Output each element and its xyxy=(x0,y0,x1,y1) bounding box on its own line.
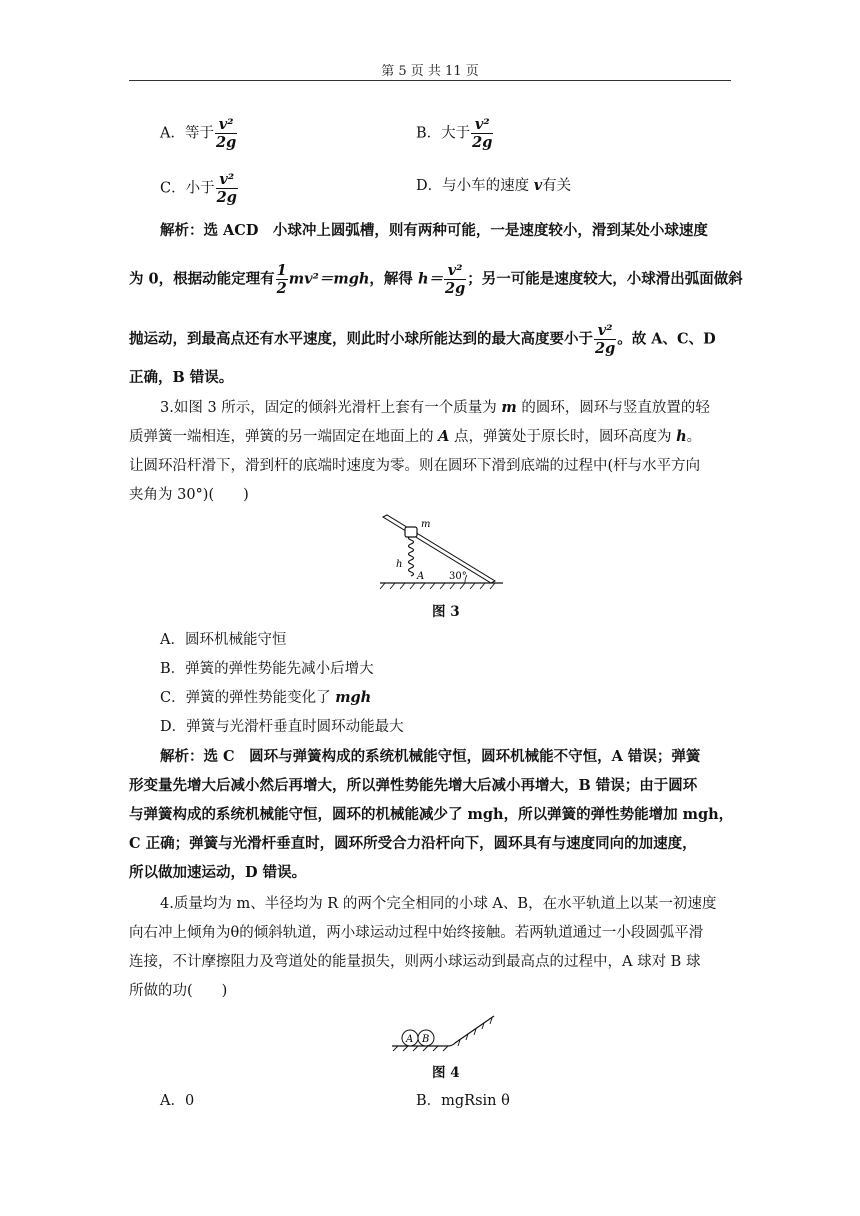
fraction-den: 2 xyxy=(276,280,287,297)
equation: h＝ xyxy=(417,270,443,288)
question-text: 让圆环沿杆滑下，滑到杆的底端时速度为零。则在圆环下滑到底端的过程中(杆与水平方向 xyxy=(129,458,701,474)
var-mgh: mgh xyxy=(335,689,372,706)
fraction-den: 2g xyxy=(215,134,237,151)
option-d-suffix: 有关 xyxy=(542,178,572,194)
fraction-num: 1 xyxy=(276,262,287,279)
fraction-num: v² xyxy=(444,262,466,280)
analysis-line: 与弹簧构成的系统机械能守恒，圆环的机械能减少了 mgh，所以弹簧的弹性势能增加 mgh， xyxy=(129,806,734,823)
analysis-line xyxy=(129,262,743,297)
text: 3.如图 3 所示，固定的倾斜光滑杆上套有一个质量为 xyxy=(160,400,502,416)
question-text: 夹角为 30°)( ) xyxy=(129,487,249,503)
fig4-label-A: A xyxy=(406,1034,414,1045)
analysis-line: 所以做加速运动，D 错误。 xyxy=(129,864,307,881)
option-c-label: C．小于 xyxy=(160,180,215,197)
text: ；另一可能是速度较大，小球滑出弧面做斜 xyxy=(467,270,743,288)
fig3-angle-label: 30° xyxy=(449,571,467,582)
text: ，解得 xyxy=(369,270,418,288)
option-a: A．0 xyxy=(160,1093,195,1109)
text: 。故 A、C、D xyxy=(617,330,716,348)
analysis-line: C 正确；弹簧与光滑杆垂直时，圆环所受合力沿杆向下，圆环具有与速度同向的加速度， xyxy=(129,835,697,852)
figure-4-caption: 图 4 xyxy=(432,1065,460,1081)
analysis-line: 正确，B 错误。 xyxy=(129,369,234,386)
fig3-label-h: h xyxy=(396,559,403,570)
fraction xyxy=(594,322,616,357)
option-b: B．mgRsin θ xyxy=(416,1093,510,1109)
fraction-num: v² xyxy=(215,116,237,134)
option-d: D．弹簧与光滑杆垂直时圆环动能最大 xyxy=(160,719,404,735)
var-v: v xyxy=(533,177,543,194)
fraction-den: 2g xyxy=(472,134,493,151)
fraction xyxy=(216,171,238,206)
analysis-line xyxy=(129,322,716,357)
option-d xyxy=(416,175,571,197)
fraction xyxy=(444,262,466,297)
fraction-num: v² xyxy=(471,116,493,134)
fig3-label-m: m xyxy=(421,519,431,530)
question-text: 4.质量均为 m、半径均为 R 的两个完全相同的小球 A、B，在水平轨道上以某一初速度 xyxy=(160,896,717,912)
fraction-num: v² xyxy=(594,322,616,340)
var-h: h xyxy=(676,428,687,445)
option-a xyxy=(160,116,238,151)
fig4-label-B: B xyxy=(422,1034,430,1045)
text: 点，弹簧处于原长时，圆环高度为 xyxy=(449,429,677,445)
text: 质弹簧一端相连，弹簧的另一端固定在地面上的 xyxy=(129,429,439,445)
ring xyxy=(405,527,417,537)
option-d-label: D．与小车的速度 xyxy=(416,178,534,194)
fraction xyxy=(471,116,493,151)
header-rule xyxy=(129,80,731,81)
question-text: 连接，不计摩擦阻力及弯道处的能量损失，则两小球运动到最高点的过程中，A 球对 B 球 xyxy=(129,954,701,970)
analysis-line: 解析：选 C 圆环与弹簧构成的系统机械能守恒，圆环机械能不守恒，A 错误；弹簧 xyxy=(160,748,701,765)
fig3-label-A: A xyxy=(417,571,425,582)
fraction-half xyxy=(276,262,288,297)
var-A: A xyxy=(438,428,450,445)
text: 。 xyxy=(686,429,702,445)
spring xyxy=(409,536,414,576)
fraction-den: 2g xyxy=(445,280,466,297)
text: 抛运动，到最高点还有水平速度，则此时小球所能达到的最大高度要小于 xyxy=(129,330,593,348)
fraction-num: v² xyxy=(216,171,238,189)
question-text xyxy=(129,426,701,448)
var-m: m xyxy=(501,399,517,416)
option-b-label: B．大于 xyxy=(416,125,471,142)
figure-3-diagram xyxy=(375,512,505,592)
option-a-label: A．等于 xyxy=(160,125,214,142)
analysis-line: 形变量先增大后减小然后再增大，所以弹性势能先增大后减小再增大，B 错误；由于圆环 xyxy=(129,777,698,794)
text: 的圆环，圆环与竖直放置的轻 xyxy=(516,400,710,416)
fraction xyxy=(215,116,237,151)
option-b xyxy=(416,116,494,151)
question-text: 向右冲上倾角为θ的倾斜轨道，两小球运动过程中始终接触。若两轨道通过一小段圆弧平滑 xyxy=(129,925,704,941)
analysis-line: 解析：选 ACD 小球冲上圆弧槽，则有两种可能，一是速度较小，滑到某处小球速度 xyxy=(160,222,708,239)
figure-4-diagram xyxy=(388,1012,500,1052)
question-text xyxy=(160,397,710,419)
option-c xyxy=(160,171,239,206)
text: 为 0，根据动能定理有 xyxy=(129,270,275,288)
ground-hatch xyxy=(380,583,495,589)
equation: mv²＝mgh xyxy=(288,270,370,288)
page-header: 第 5 页 共 11 页 xyxy=(381,64,479,79)
inclined-track xyxy=(448,1016,494,1046)
fraction-den: 2g xyxy=(216,189,237,206)
question-text: 所做的功( ) xyxy=(129,983,228,999)
option-b: B．弹簧的弹性势能先减小后增大 xyxy=(160,661,374,677)
text: C．弹簧的弹性势能变化了 xyxy=(160,690,336,706)
fraction-den: 2g xyxy=(595,340,616,357)
figure-3-caption: 图 3 xyxy=(432,604,460,620)
option-c xyxy=(160,687,371,709)
option-a: A．圆环机械能守恒 xyxy=(160,632,287,648)
inclined-rod xyxy=(383,515,495,583)
